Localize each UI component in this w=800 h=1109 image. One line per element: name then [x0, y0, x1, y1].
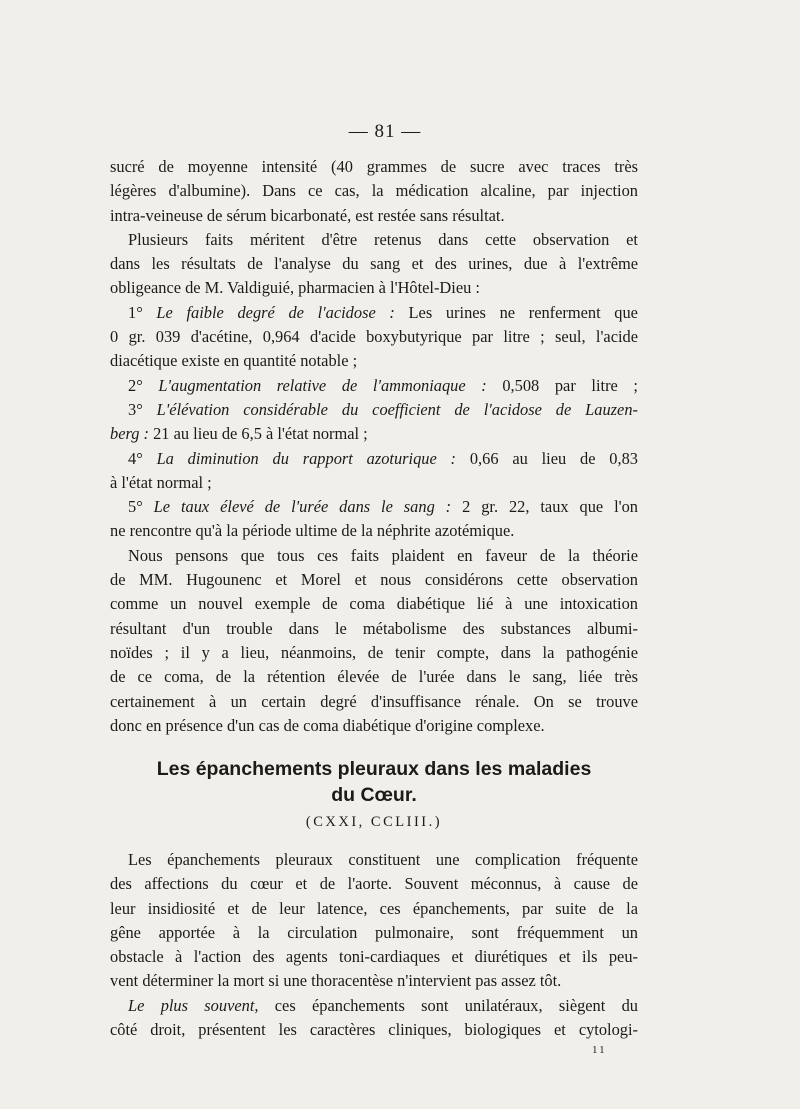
text-line: comme un nouvel exemple de coma diabétique lié à une intoxication	[110, 594, 638, 614]
item-number: 3°	[128, 399, 143, 419]
item-text: ces épanchements sont unilatéraux, siègent du	[274, 995, 638, 1015]
list-item-3	[110, 398, 638, 422]
text-line: gêne apportée à la circulation pulmonaire, sont fréquemment un	[110, 922, 638, 942]
text-line: 0 gr. 039 d'acétine, 0,964 d'acide boxybutyrique par litre ; seul, l'acide	[110, 327, 638, 347]
item-number: 2°	[128, 375, 143, 395]
text-line: légères d'albumine). Dans ce cas, la médication alcaline, par injection	[110, 181, 638, 201]
text-line: Nous pensons que tous ces faits plaident en faveur de la théorie	[128, 545, 638, 565]
item-title: La diminution du rapport azoturique :	[156, 448, 457, 468]
item-text: Les urines ne renferment que	[408, 302, 638, 322]
item-text: 21 au lieu de 6,5 à l'état normal ;	[153, 424, 368, 444]
text-line: vent déterminer la mort si une thoracentèse n'intervient pas assez tôt.	[110, 971, 562, 991]
text-line: Plusieurs faits méritent d'être retenus dans cette observation et	[128, 229, 638, 249]
item-title: L'augmentation relative de l'ammoniaque :	[158, 375, 487, 395]
text-line: noïdes ; il y a lieu, néanmoins, de tenir compte, dans la pathogénie	[110, 642, 638, 662]
signature-mark: 11	[592, 1044, 607, 1056]
item-number: 5°	[128, 497, 143, 517]
emphasis-lead: Le plus souvent,	[128, 995, 259, 1015]
item-title: Le faible degré de l'acidose :	[156, 302, 395, 322]
text-line: diacétique existe en quantité notable ;	[110, 351, 358, 371]
list-item-1	[110, 301, 638, 325]
list-item-4	[110, 447, 638, 471]
text-line	[110, 994, 638, 1018]
text-line: dans les résultats de l'analyse du sang et des urines, due à l'extrême	[110, 254, 638, 274]
text-line: des affections du cœur et de l'aorte. Souvent méconnus, à cause de	[110, 874, 638, 894]
text-line: côté droit, présentent les caractères cliniques, biologiques et cytologi-	[110, 1020, 638, 1040]
text-line: obstacle à l'action des agents toni-cardiaques et diurétiques et ils peu-	[110, 947, 638, 967]
item-text: 0,508 par litre ;	[502, 375, 638, 395]
list-item-5	[110, 495, 638, 519]
item-title: L'élévation considérable du coefficient de l'acidose de Lauzen-	[156, 399, 638, 419]
section-title-line-2: du Cœur.	[331, 784, 417, 806]
text-line: leur insidiosité et de leur latence, ces épanchements, par suite de la	[110, 898, 638, 918]
text-line: résultant d'un trouble dans le métabolisme des substances albumi-	[110, 618, 638, 638]
section-heading	[110, 756, 638, 808]
section-title-line-1: Les épanchements pleuraux dans les maladies	[156, 758, 592, 780]
item-title: Le taux élevé de l'urée dans le sang :	[153, 497, 452, 517]
page-number: — 81 —	[348, 121, 422, 142]
item-text: 2 gr. 22, taux que l'on	[462, 497, 638, 517]
text-line: ne rencontre qu'à la période ultime de la néphrite azotémique.	[110, 521, 515, 541]
text-line	[110, 422, 638, 446]
item-number: 4°	[128, 448, 143, 468]
list-item-2	[110, 374, 638, 398]
item-title: berg :	[110, 424, 149, 444]
text-line: obligeance de M. Valdiguié, pharmacien à l'Hôtel-Dieu :	[110, 278, 480, 298]
text-line: de MM. Hugounenc et Morel et nous considérons cette observation	[110, 570, 638, 590]
text-line: à l'état normal ;	[110, 472, 212, 492]
text-line: intra-veineuse de sérum bicarbonaté, est restée sans résultat.	[110, 205, 505, 225]
text-line: sucré de moyenne intensité (40 grammes de sucre avec traces très	[110, 157, 638, 176]
section-references: (CXXI, CCLIII.)	[305, 814, 443, 830]
text-line: Les épanchements pleuraux constituent une complication fréquente	[128, 850, 638, 869]
text-block-upper	[110, 155, 638, 738]
text-line: donc en présence d'un cas de coma diabétique d'origine complexe.	[110, 715, 545, 735]
item-text: 0,66 au lieu de 0,83	[469, 448, 638, 468]
text-line: certainement à un certain degré d'insuffisance rénale. On se trouve	[110, 691, 638, 711]
text-block-lower	[110, 848, 638, 1042]
text-line: de ce coma, de la rétention élevée de l'urée dans le sang, liée très	[110, 667, 638, 687]
item-number: 1°	[128, 302, 143, 322]
